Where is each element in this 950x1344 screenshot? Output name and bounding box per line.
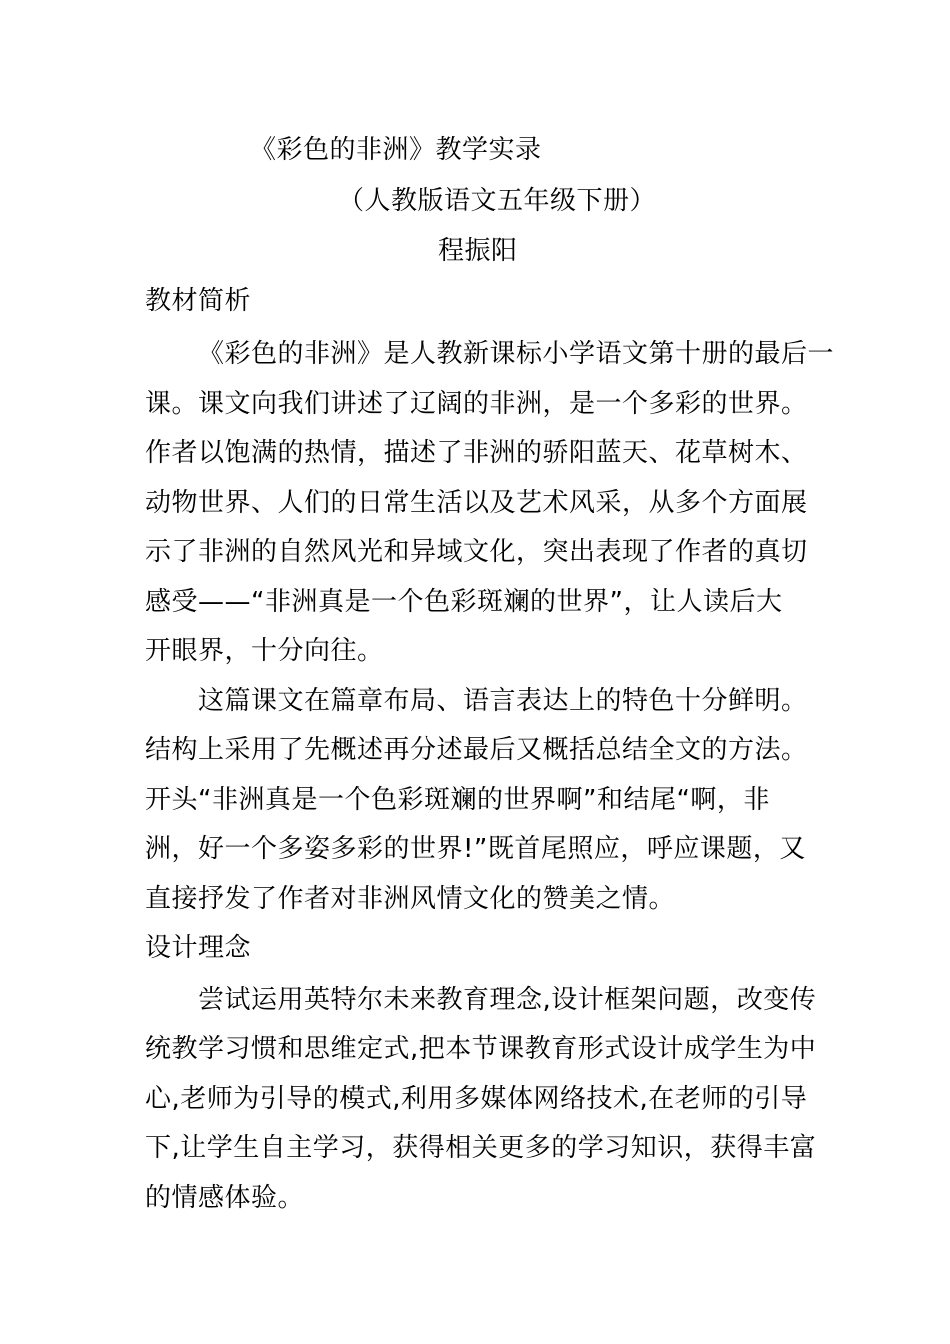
paragraph-line: 示了非洲的自然风光和异域文化，突出表现了作者的真切 xyxy=(145,537,808,567)
document-title: 《彩色的非洲》教学实录 xyxy=(250,135,542,165)
paragraph-line: 结构上采用了先概述再分述最后又概括总结全文的方法。 xyxy=(145,735,808,765)
document-author: 程振阳 xyxy=(438,236,518,266)
paragraph-line: 开头“非洲真是一个色彩斑斓的世界啊”和结尾“啊，非 xyxy=(145,785,770,815)
paragraph-line: 这篇课文在篇章布局、语言表达上的特色十分鲜明。 xyxy=(198,686,808,716)
document-subtitle: （人教版语文五年级下册） xyxy=(338,186,657,216)
paragraph-line: 洲，好一个多姿多彩的世界!”既首尾照应，呼应课题，又 xyxy=(145,834,806,864)
paragraph-line: 尝试运用英特尔未来教育理念,设计框架问题，改变传 xyxy=(198,985,817,1015)
paragraph-line: 动物世界、人们的日常生活以及艺术风采，从多个方面展 xyxy=(145,488,808,518)
paragraph-line: 下,让学生自主学习，获得相关更多的学习知识，获得丰富 xyxy=(145,1133,817,1163)
paragraph-line: 课。课文向我们讲述了辽阔的非洲，是一个多彩的世界。 xyxy=(145,389,808,419)
section-heading-textbook-analysis: 教材简析 xyxy=(145,286,252,316)
paragraph-line: 开眼界，十分向往。 xyxy=(145,636,384,666)
paragraph-line: 的情感体验。 xyxy=(145,1183,305,1213)
paragraph-line: 直接抒发了作者对非洲风情文化的赞美之情。 xyxy=(145,884,676,914)
section-heading-design-concept: 设计理念 xyxy=(145,933,252,963)
paragraph-line: 《彩色的非洲》是人教新课标小学语文第十册的最后一 xyxy=(198,339,835,369)
paragraph-line: 心,老师为引导的模式,利用多媒体网络技术,在老师的引导 xyxy=(145,1084,808,1114)
paragraph-line: 感受——“非洲真是一个色彩斑斓的世界”，让人读后大 xyxy=(145,587,783,617)
paragraph-line: 作者以饱满的热情，描述了非洲的骄阳蓝天、花草树木、 xyxy=(145,438,808,468)
paragraph-line: 统教学习惯和思维定式,把本节课教育形式设计成学生为中 xyxy=(145,1034,817,1064)
